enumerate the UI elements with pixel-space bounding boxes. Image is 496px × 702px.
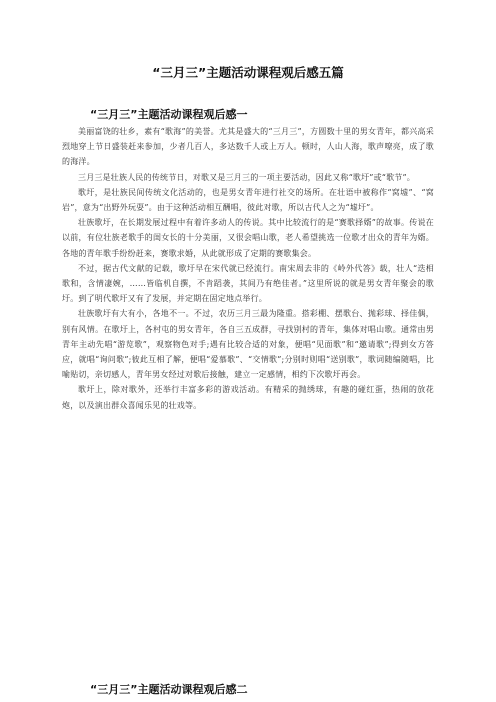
paragraph: 歌圩上，除对歌外，还举行丰富多彩的游戏活动。有精采的抛绣球，有趣的碰红蛋，热闹的放花炮，以及演出群众喜闻乐见的壮戏等。 — [62, 385, 434, 410]
section-title-1: “三月三”主题活动课程观后感一 — [90, 108, 248, 121]
paragraph: 不过，据古代文献的记载，歌圩早在宋代就已经流行。南宋周去非的《岭外代答》载，壮人“迭相歌和，含情凄婉，……皆临机自撰，不肯蹈袭，其间乃有绝佳者。”这里所说的就是男女青年聚会的歌圩。到了明代歌圩又有了发展，并定期在固定地点举行。 — [62, 263, 434, 304]
section-body-1 — [62, 124, 434, 413]
section-title-2: “三月三”主题活动课程观后感二 — [90, 683, 248, 696]
paragraph: 美丽富饶的壮乡，素有“歌海”的美誉。尤其是盛大的“三月三”，方圆数十里的男女青年，都兴高采烈地穿上节日盛装赶来参加，少者几百人，多达数千人或上万人。顿时，人山人海，歌声嘹亮，成了歌的海洋。 — [62, 127, 434, 167]
paragraph: 壮族歌圩有大有小，各地不一。不过，农历三月三最为隆重。搭彩棚、摆歌台、抛彩球、择佳偶，别有风情。在歌圩上，各村屯的男女青年，各自三五成群，寻找别村的青年，集体对唱山歌。通常由男青年主动先唱“游览歌”，观察物色对手;遇有比较合适的对象，便唱“见面歌”和“邀请歌”;得到女方答应，就唱“询问歌”;彼此互相了解，便唱“爱慕歌”、“交情歌”;分别时则唱“送别歌”，歌词随编随唱，比喻贴切，亲切感人，青年男女经过对歌后接触，建立一定感情，相约下次歌圩再会。 — [62, 309, 434, 380]
paragraph: 壮族歌圩，在长期发展过程中有着许多动人的传说。其中比较流行的是“赛歌择婿”的故事。传说在以前，有位壮族老歌手的闺女长的十分美丽，又很会唱山歌，老人希望挑选一位歌才出众的青年为婿。各地的青年歌手纷纷赶来，赛歌求婚，从此就形成了定期的赛歌集会。 — [62, 218, 434, 258]
document-title: “三月三”主题活动课程观后感五篇 — [152, 65, 344, 80]
paragraph: 歌圩，是壮族民间传统文化活动的，也是男女青年进行社交的场所。在壮语中被称作“窝墟”、“窝岩”，意为“出野外玩耍”。由于这种活动相互酬唱，彼此对歌，所以古代人之为“墟圩”。 — [62, 187, 434, 213]
paragraph: 三月三是壮族人民的传统节日，对歌又是三月三的一项主要活动，因此又称“歌圩”或“歌节”。 — [78, 172, 415, 182]
